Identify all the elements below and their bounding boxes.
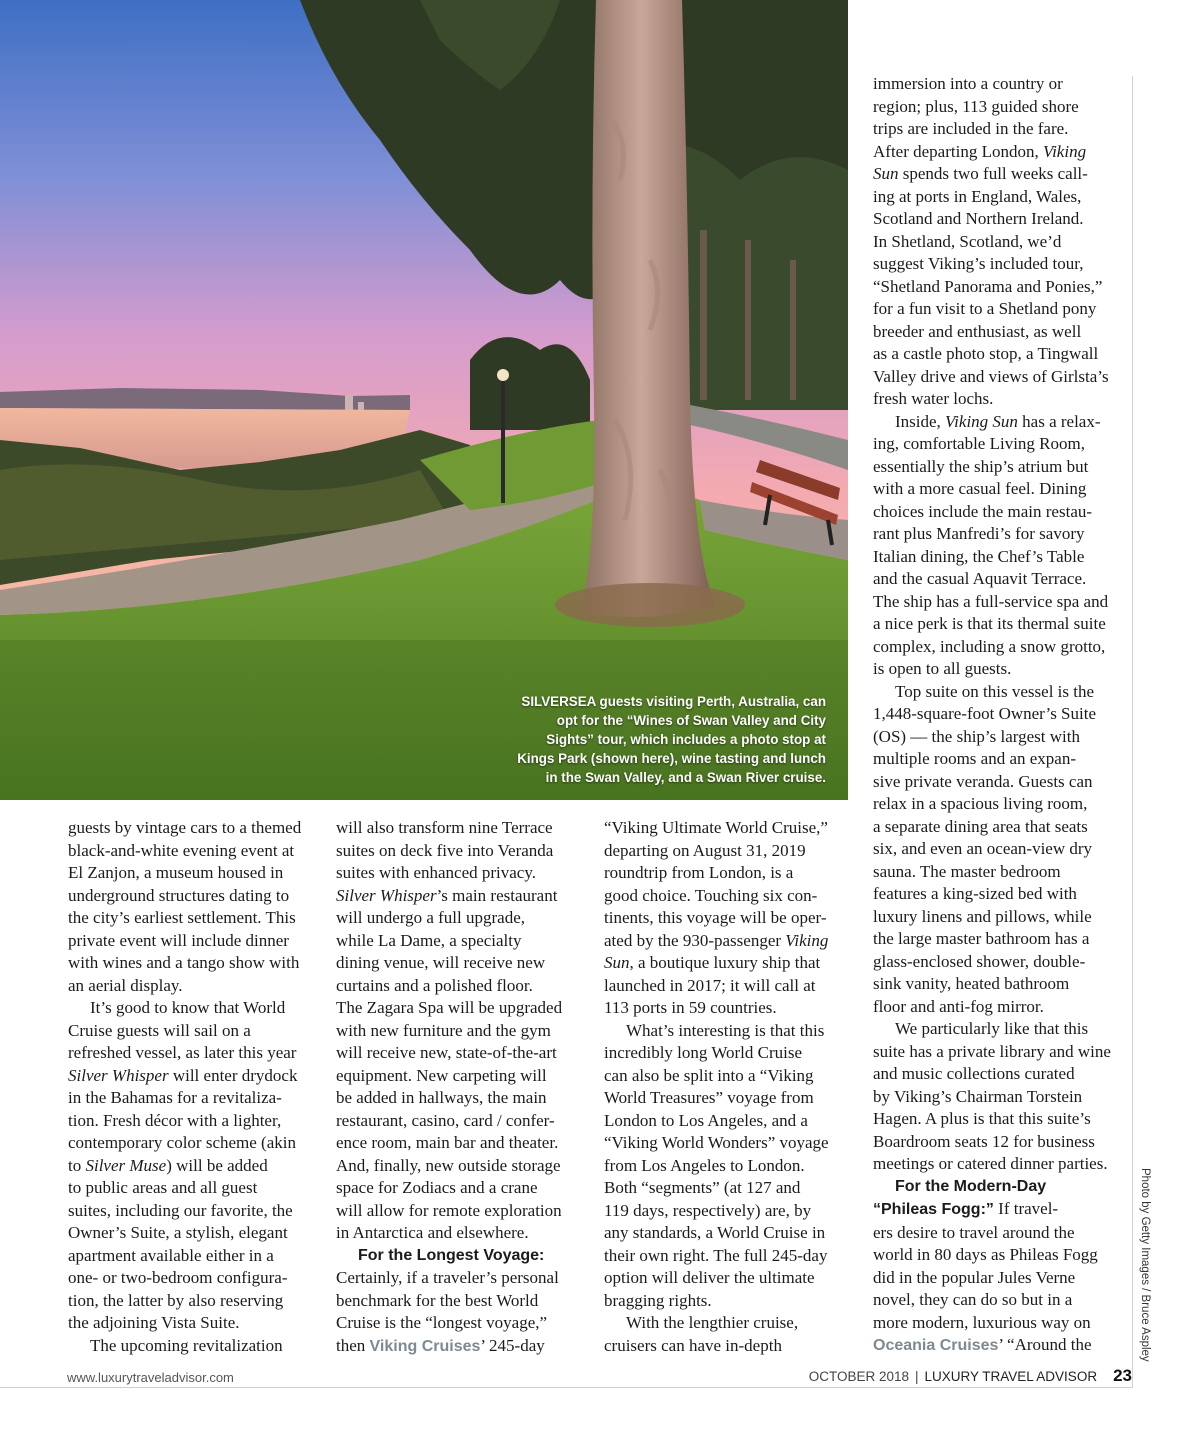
text-line: the city’s earliest settlement. This bbox=[68, 908, 296, 927]
article-column-2 bbox=[336, 817, 586, 1358]
kings-park-photo bbox=[0, 0, 848, 800]
text-fragment: spends two full weeks call- bbox=[898, 164, 1088, 183]
text-line: complex, including a snow grotto, bbox=[873, 636, 1106, 656]
ship-name: Silver Whisper bbox=[68, 1065, 169, 1085]
text-line: suite has a private library and wine bbox=[873, 1041, 1111, 1061]
text-line: suggest Viking’s included tour, bbox=[873, 254, 1084, 273]
text-line: With the lengthier cruise, bbox=[626, 1313, 799, 1332]
text-line: six, and even an ocean-view dry bbox=[873, 839, 1093, 858]
photo-caption bbox=[446, 692, 826, 787]
text-line: suites, including our favorite, the bbox=[68, 1200, 293, 1220]
ship-name: Viking bbox=[1042, 141, 1087, 161]
footer-separator: | bbox=[914, 1369, 919, 1384]
text-line: Both “segments” (at 127 and bbox=[604, 1178, 801, 1197]
text-line: In Shetland, Scotland, we’d bbox=[873, 231, 1062, 251]
text-line bbox=[873, 411, 1123, 434]
text-line: will undergo a full upgrade, bbox=[336, 908, 526, 927]
text-line: essentially the ship’s atrium but bbox=[873, 456, 1089, 476]
text-line: will receive new, state-of-the-art bbox=[336, 1043, 557, 1062]
footer-publication: LUXURY TRAVEL ADVISOR bbox=[924, 1369, 1098, 1384]
text-line: breeder and enthusiast, as well bbox=[873, 321, 1082, 341]
text-line: and the casual Aquavit Terrace. bbox=[873, 569, 1087, 588]
text-line: ing at ports in England, Wales, bbox=[873, 186, 1082, 206]
text-line: launched in 2017; it will call at bbox=[604, 975, 816, 995]
text-line: sink vanity, heated bathroom bbox=[873, 974, 1070, 993]
text-line: be added in hallways, the main bbox=[336, 1088, 547, 1107]
text-line: tinents, this voyage will be oper- bbox=[604, 908, 827, 927]
text-line: restaurant, casino, card / confer- bbox=[336, 1110, 555, 1130]
text-line: 113 ports in 59 countries. bbox=[604, 998, 777, 1017]
text-line: one- or two-bedroom configura- bbox=[68, 1268, 288, 1287]
text-line: departing on August 31, 2019 bbox=[604, 840, 806, 860]
text-line: an aerial display. bbox=[68, 975, 183, 995]
text-line: Italian dining, the Chef’s Table bbox=[873, 546, 1085, 566]
text-line: curtains and a polished floor. bbox=[336, 975, 533, 995]
article-column-3 bbox=[604, 817, 854, 1357]
text-line bbox=[873, 163, 1123, 186]
subhead-modern-day: For the Modern-Day bbox=[895, 1177, 1047, 1195]
page-number: 23 bbox=[1113, 1366, 1132, 1385]
text-line: “Viking Ultimate World Cruise,” bbox=[604, 818, 828, 837]
text-line: Cruise guests will sail on a bbox=[68, 1020, 251, 1040]
text-line: What’s interesting is that this bbox=[626, 1020, 825, 1040]
text-line: London to Los Angeles, and a bbox=[604, 1110, 808, 1130]
caption-line: SILVERSEA guests visiting Perth, Australia, can bbox=[521, 694, 826, 709]
text-line bbox=[68, 1065, 318, 1088]
text-line: The Zagara Spa will be upgraded bbox=[336, 998, 563, 1017]
text-line: contemporary color scheme (akin bbox=[68, 1133, 296, 1152]
text-line: ence room, main bar and theater. bbox=[336, 1133, 559, 1152]
text-line: tion, the latter by also reserving bbox=[68, 1290, 284, 1310]
article-column-4 bbox=[873, 73, 1123, 1358]
text-line: black-and-white evening event at bbox=[68, 840, 295, 860]
text-line bbox=[604, 930, 854, 953]
text-line: choices include the main restau- bbox=[873, 501, 1093, 521]
hero-photo bbox=[0, 0, 848, 800]
text-line: region; plus, 113 guided shore bbox=[873, 96, 1079, 116]
brand-viking-cruises: Viking Cruises bbox=[369, 1337, 481, 1355]
text-line: will also transform nine Terrace bbox=[336, 818, 553, 837]
text-line: a nice perk is that its thermal suite bbox=[873, 614, 1106, 633]
text-line: 119 days, respectively) are, by bbox=[604, 1200, 812, 1220]
text-fragment: If travel- bbox=[993, 1199, 1059, 1218]
text-line bbox=[336, 1335, 586, 1359]
text-line: Cruise is the “longest voyage,” bbox=[336, 1313, 548, 1332]
text-line: equipment. New carpeting will bbox=[336, 1065, 547, 1085]
caption-line: in the Swan Valley, and a Swan River cruise. bbox=[545, 770, 826, 785]
text-line: Valley drive and views of Girlsta’s bbox=[873, 366, 1109, 386]
text-line: while La Dame, a specialty bbox=[336, 930, 522, 950]
text-line: 1,448-square-foot Owner’s Suite bbox=[873, 704, 1097, 723]
text-line: for a fun visit to a Shetland pony bbox=[873, 299, 1097, 318]
text-line: guests by vintage cars to a themed bbox=[68, 818, 302, 837]
ship-name: Sun bbox=[604, 953, 630, 972]
ship-name: Viking bbox=[785, 930, 829, 950]
text-fragment: has a relax- bbox=[1017, 411, 1101, 431]
text-line: rant plus Manfredi’s for savory bbox=[873, 524, 1085, 543]
text-line: Hagen. A plus is that this suite’s bbox=[873, 1109, 1091, 1128]
footer-date: OCTOBER 2018 bbox=[808, 1369, 909, 1384]
text-line: We particularly like that this bbox=[895, 1019, 1089, 1038]
text-line: fresh water lochs. bbox=[873, 389, 994, 408]
text-line: features a king-sized bed with bbox=[873, 884, 1077, 903]
text-line: incredibly long World Cruise bbox=[604, 1043, 803, 1062]
article-column-1 bbox=[68, 817, 318, 1357]
text-line: world in 80 days as Phileas Fogg bbox=[873, 1245, 1098, 1264]
subhead-longest-voyage: For the Longest Voyage: bbox=[358, 1246, 545, 1264]
text-line: multiple rooms and an expan- bbox=[873, 749, 1077, 768]
text-line: novel, they can do so but in a bbox=[873, 1290, 1073, 1309]
text-line: from Los Angeles to London. bbox=[604, 1155, 805, 1175]
text-fragment: After departing London, bbox=[873, 141, 1043, 161]
caption-line: opt for the “Wines of Swan Valley and City bbox=[556, 713, 826, 728]
text-line: relax in a spacious living room, bbox=[873, 794, 1088, 813]
text-line: will allow for remote exploration bbox=[336, 1200, 562, 1220]
text-line: dining venue, will receive new bbox=[336, 953, 546, 972]
text-line: did in the popular Jules Verne bbox=[873, 1267, 1076, 1287]
text-line: sive private veranda. Guests can bbox=[873, 771, 1093, 791]
text-line: trips are included in the fare. bbox=[873, 119, 1069, 138]
text-line: And, finally, new outside storage bbox=[336, 1155, 561, 1175]
text-line: with wines and a tango show with bbox=[68, 953, 300, 972]
text-line: It’s good to know that World bbox=[90, 998, 286, 1017]
text-line: World Treasures” voyage from bbox=[604, 1088, 814, 1107]
footer-url[interactable]: www.luxurytraveladvisor.com bbox=[67, 1370, 234, 1385]
text-line: Top suite on this vessel is the bbox=[895, 681, 1095, 701]
text-line: in the Bahamas for a revitaliza- bbox=[68, 1088, 282, 1107]
caption-line: Kings Park (shown here), wine tasting and lunch bbox=[517, 751, 826, 766]
text-line: suites on deck five into Veranda bbox=[336, 840, 554, 860]
text-line: El Zanjon, a museum housed in bbox=[68, 863, 284, 882]
text-line: The upcoming revitalization bbox=[90, 1335, 283, 1355]
text-line: (OS) — the ship’s largest with bbox=[873, 726, 1080, 746]
ship-name: Sun bbox=[873, 164, 899, 183]
text-line: to public areas and all guest bbox=[68, 1178, 258, 1197]
text-line bbox=[873, 1334, 1123, 1358]
text-fragment: will enter drydock bbox=[168, 1065, 298, 1085]
vertical-rule bbox=[1132, 76, 1133, 1388]
text-line: ers desire to travel around the bbox=[873, 1222, 1075, 1242]
text-line bbox=[873, 141, 1123, 164]
text-line: their own right. The full 245-day bbox=[604, 1245, 828, 1265]
text-line: and music collections curated bbox=[873, 1064, 1075, 1083]
photo-credit: Photo by Getty Images / Bruce Aspley bbox=[1139, 1168, 1151, 1362]
brand-oceania-cruises: Oceania Cruises bbox=[873, 1337, 999, 1354]
text-line bbox=[873, 1198, 1123, 1222]
text-line: the adjoining Vista Suite. bbox=[68, 1313, 240, 1332]
text-line bbox=[336, 885, 586, 908]
text-line: suites with enhanced privacy. bbox=[336, 863, 536, 882]
text-fragment: Inside, bbox=[895, 411, 946, 431]
text-line: Boardroom seats 12 for business bbox=[873, 1131, 1095, 1151]
text-line: is open to all guests. bbox=[873, 659, 1012, 678]
text-line bbox=[68, 1155, 318, 1178]
text-line: with a more casual feel. Dining bbox=[873, 479, 1087, 498]
text-line: with new furniture and the gym bbox=[336, 1020, 551, 1040]
text-line: private event will include dinner bbox=[68, 930, 289, 950]
text-line: meetings or catered dinner parties. bbox=[873, 1154, 1108, 1173]
text-fragment: ) will be added bbox=[166, 1155, 268, 1175]
text-fragment: , a boutique luxury ship that bbox=[629, 953, 821, 972]
text-line: floor and anti-fog mirror. bbox=[873, 996, 1044, 1016]
ship-name: Viking Sun bbox=[945, 411, 1018, 431]
text-line: apartment available either in a bbox=[68, 1245, 274, 1265]
text-line: ing, comfortable Living Room, bbox=[873, 434, 1085, 453]
text-line: “Viking World Wonders” voyage bbox=[604, 1133, 829, 1152]
subhead-phileas-fogg: “Phileas Fogg:” bbox=[873, 1201, 994, 1218]
ship-name: Silver Whisper bbox=[336, 885, 437, 905]
footer-rule bbox=[0, 1387, 1132, 1388]
text-line: glass-enclosed shower, double- bbox=[873, 951, 1086, 971]
text-line: tion. Fresh décor with a lighter, bbox=[68, 1110, 282, 1130]
text-line: more modern, luxurious way on bbox=[873, 1312, 1091, 1332]
text-line: space for Zodiacs and a crane bbox=[336, 1178, 538, 1197]
text-fragment: ated by the 930-passenger bbox=[604, 930, 786, 950]
text-fragment: to bbox=[68, 1155, 86, 1175]
text-line: underground structures dating to bbox=[68, 885, 290, 905]
text-fragment: ’ 245-day bbox=[480, 1335, 545, 1355]
text-line: a separate dining area that seats bbox=[873, 816, 1088, 836]
text-line: any standards, a World Cruise in bbox=[604, 1223, 826, 1242]
text-fragment: then bbox=[336, 1335, 370, 1355]
text-line: as a castle photo stop, a Tingwall bbox=[873, 344, 1099, 363]
text-line: luxury linens and pillows, while bbox=[873, 906, 1092, 926]
text-fragment: ’ “Around the bbox=[998, 1335, 1092, 1354]
text-line: refreshed vessel, as later this year bbox=[68, 1043, 297, 1062]
text-line: immersion into a country or bbox=[873, 74, 1063, 93]
text-line: good choice. Touching six con- bbox=[604, 885, 818, 905]
text-line: Certainly, if a traveler’s personal bbox=[336, 1268, 559, 1287]
ship-name: Silver Muse bbox=[85, 1155, 167, 1175]
text-line: sauna. The master bedroom bbox=[873, 861, 1061, 881]
text-line: “Shetland Panorama and Ponies,” bbox=[873, 276, 1103, 296]
text-line: Scotland and Northern Ireland. bbox=[873, 209, 1084, 228]
text-line: cruisers can have in-depth bbox=[604, 1335, 782, 1355]
text-line: option will deliver the ultimate bbox=[604, 1268, 815, 1287]
text-line: bragging rights. bbox=[604, 1290, 712, 1310]
text-line: The ship has a full-service spa and bbox=[873, 591, 1109, 611]
text-line bbox=[604, 952, 854, 975]
text-line: by Viking’s Chairman Torstein bbox=[873, 1086, 1083, 1106]
footer-folio bbox=[809, 1366, 1132, 1386]
text-line: the large master bathroom has a bbox=[873, 929, 1090, 948]
text-fragment: ’s main restaurant bbox=[436, 885, 558, 905]
text-line: benchmark for the best World bbox=[336, 1290, 539, 1310]
text-line: in Antarctica and elsewhere. bbox=[336, 1223, 529, 1242]
text-line: Owner’s Suite, a stylish, elegant bbox=[68, 1223, 288, 1242]
text-line: can also be split into a “Viking bbox=[604, 1065, 814, 1085]
text-line: roundtrip from London, is a bbox=[604, 863, 794, 882]
caption-line: Sights” tour, which includes a photo stop at bbox=[546, 732, 826, 747]
